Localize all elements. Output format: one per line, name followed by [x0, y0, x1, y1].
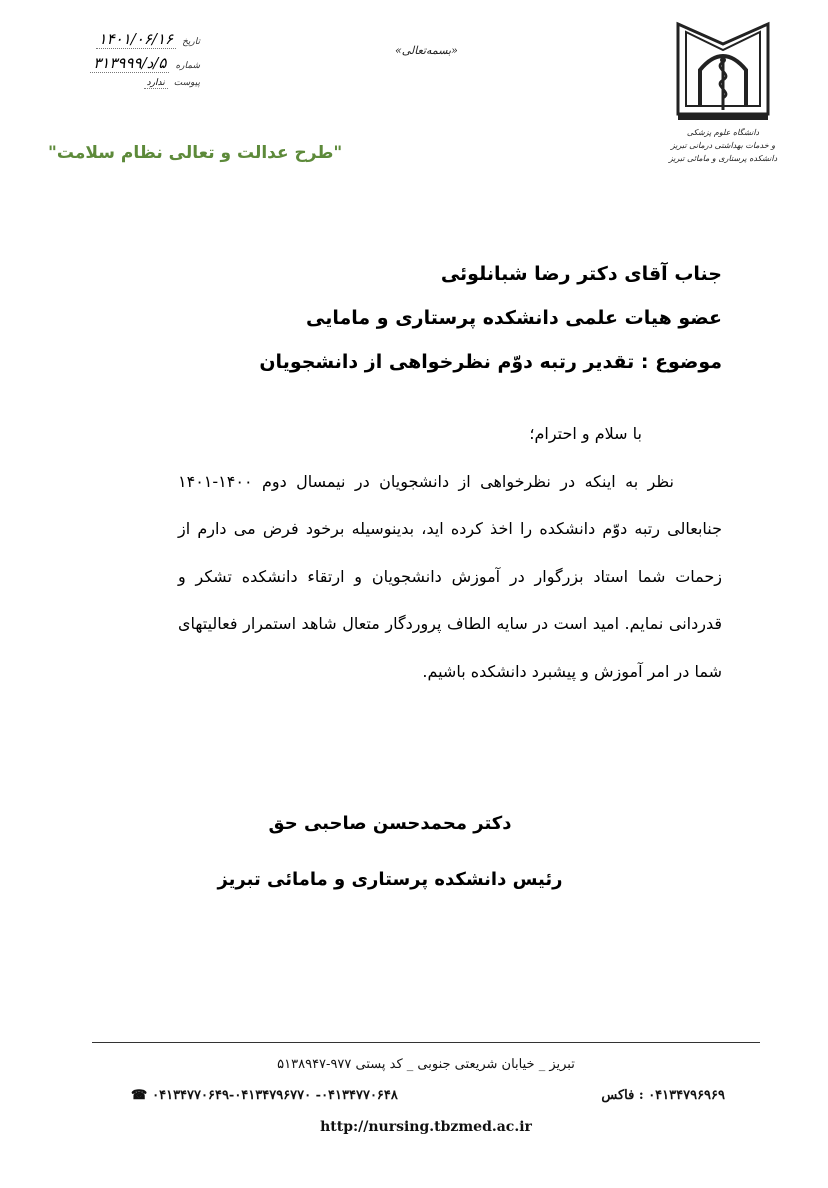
subject-line: موضوع : تقدیر رتبه دوّم نظرخواهی از دانشجویان [259, 351, 722, 373]
footer-address: تبریز _ خیابان شریعتی جنوبی _ کد پستی ۹۷۷-۵۱۳۸۹۴۷ [277, 1057, 575, 1072]
fax-number: ۰۴۱۳۴۷۹۶۹۶۹ : فاکس [601, 1088, 725, 1103]
footer [92, 1050, 760, 1142]
logo-caption [668, 126, 778, 165]
phone-list: ۰۴۱۳۴۷۷۰۶۴۸- ۰۴۱۳۴۷۷۰۶۴۹-۰۴۱۳۴۷۹۶۷۷۰ [152, 1088, 398, 1103]
phone-numbers [127, 1080, 398, 1112]
letter-meta [70, 30, 200, 102]
greeting: با سلام و احترام؛ [529, 424, 642, 443]
date-row [70, 30, 200, 54]
attachment-label: پیوست [173, 78, 200, 88]
date-label: تاریخ [182, 37, 200, 47]
addressee-block [122, 252, 722, 384]
number-label: شماره [175, 61, 200, 71]
addressee-name: جناب آقای دکتر رضا شبانلوئی [440, 263, 722, 285]
signer-title: رئیس دانشکده پرستاری و مامائی تبریز [217, 869, 563, 890]
attachment-value: ندارد [144, 78, 168, 89]
footer-divider [92, 1042, 760, 1043]
number-value: ۵/د/۳۱۳۹۹۹ [90, 54, 169, 73]
university-emblem-icon [668, 18, 778, 126]
signature-block [200, 796, 580, 908]
body-paragraph: نظر به اینکه در نظرخواهی از دانشجویان در نیمسال دوم ۱۴۰۰-۱۴۰۱ جنابعالی رتبه دوّم دانشکده را اخذ کرده اید، بدینوسیله برخود فرض می دارم از زحمات شما استاد بزرگوار در آموزش دانشجویان و ارتقاء دانشکده تشکر و قدردانی نمایم. امید است در سایه الطاف پروردگار متعال شاهد استمرار فعالیتهای شما در امر آموزش و پیشبرد دانشکده باشیم. [178, 471, 722, 681]
logo-caption-line: دانشکده پرستاری و مامائی تبریز [668, 154, 778, 163]
footer-phones [92, 1080, 760, 1112]
logo-caption-line: و خدمات بهداشتی درمانی تبریز [670, 141, 776, 150]
university-logo [668, 18, 778, 198]
attachment-row [70, 78, 200, 102]
letter-body [178, 410, 722, 695]
website-link[interactable]: http://nursing.tbzmed.ac.ir [320, 1119, 532, 1135]
date-value: ۱۴۰۱/۰۶/۱۶ [96, 30, 177, 49]
bismillah: «بسمه‌تعالی» [395, 44, 458, 57]
logo-caption-line: دانشگاه علوم پزشکی [686, 128, 760, 137]
signer-name: دکتر محمدحسن صاحبی حق [268, 813, 512, 834]
telephone-icon: ☎ [131, 1088, 148, 1103]
slogan: "طرح عدالت و تعالی نظام سلامت" [48, 143, 343, 163]
addressee-position: عضو هیات علمی دانشکده پرستاری و مامایی [306, 307, 722, 329]
number-row [70, 54, 200, 78]
